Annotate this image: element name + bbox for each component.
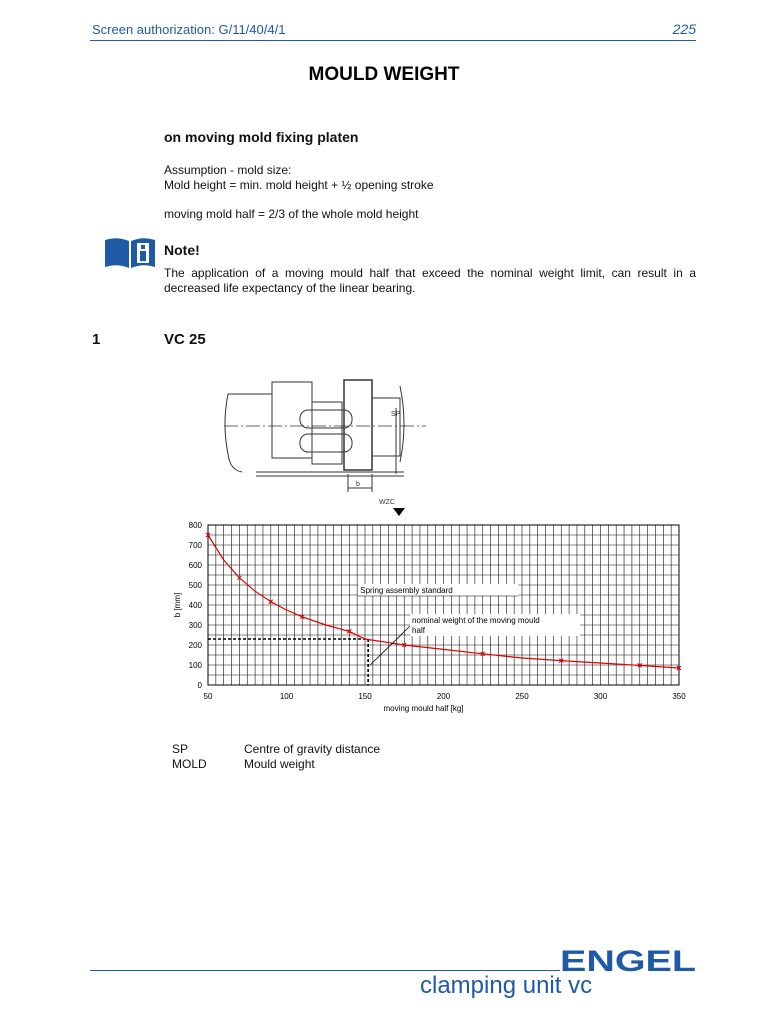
x-tick-label: 200 <box>436 692 451 701</box>
y-tick-label: 500 <box>188 581 202 590</box>
annotation-spring-assembly: Spring assembly standard <box>360 586 453 595</box>
screen-authorization: Screen authorization: G/11/40/4/1 <box>92 22 286 37</box>
y-tick-label: 100 <box>188 661 202 670</box>
y-tick-label: 300 <box>188 621 202 630</box>
assumption-line-3: moving mold half = 2/3 of the whole mold height <box>164 207 419 221</box>
info-book-icon <box>104 237 156 269</box>
x-tick-label: 350 <box>672 692 686 701</box>
y-tick-label: 0 <box>197 681 202 690</box>
x-tick-label: 50 <box>203 692 213 701</box>
note-text: The application of a moving mould half that exceed the nominal weight limit, can result in a decreased life expectancy of the linear bearing. <box>164 266 696 295</box>
y-tick-label: 200 <box>188 641 202 650</box>
x-tick-label: 250 <box>515 692 529 701</box>
page-title: MOULD WEIGHT <box>308 64 460 85</box>
y-tick-label: 600 <box>188 561 202 570</box>
header-rule <box>90 40 696 41</box>
legend-value-mold: Mould weight <box>244 757 315 771</box>
brand-name: ENGEL <box>560 945 696 975</box>
drawing-label-b: b <box>356 481 360 488</box>
annotation-nominal-weight: nominal weight of the moving mould <box>412 616 540 625</box>
page-subtitle: on moving mold fixing platen <box>164 129 359 145</box>
y-tick-label: 800 <box>188 521 202 530</box>
legend-key-sp: SP <box>172 742 189 756</box>
x-tick-label: 150 <box>358 692 372 701</box>
y-tick-label: 400 <box>188 601 202 610</box>
y-axis-label: b [mm] <box>173 592 182 618</box>
y-tick-label: 700 <box>188 541 202 550</box>
platen-drawing <box>220 374 430 522</box>
footer-text: clamping unit vc <box>420 972 593 999</box>
engel-logo <box>560 945 698 975</box>
legend-key-mold: MOLD <box>172 757 207 771</box>
drawing-label-sp: SP <box>391 411 401 418</box>
page-number: 225 <box>672 21 696 37</box>
x-tick-label: 100 <box>279 692 294 701</box>
weight-chart <box>150 515 710 720</box>
x-axis-label: moving mould half [kg] <box>383 704 464 713</box>
section-title: VC 25 <box>164 331 206 348</box>
assumption-line-1: Assumption - mold size: <box>164 163 292 177</box>
assumption-line-2: Mold height = min. mold height + ½ opening stroke <box>164 178 434 192</box>
legend-value-sp: Centre of gravity distance <box>244 742 381 756</box>
drawing-label-wzc: WZC <box>379 499 395 506</box>
note-title: Note! <box>164 242 200 258</box>
section-number: 1 <box>92 331 101 348</box>
x-tick-label: 300 <box>593 692 608 701</box>
annotation-nominal-weight-cont: half <box>412 626 425 635</box>
